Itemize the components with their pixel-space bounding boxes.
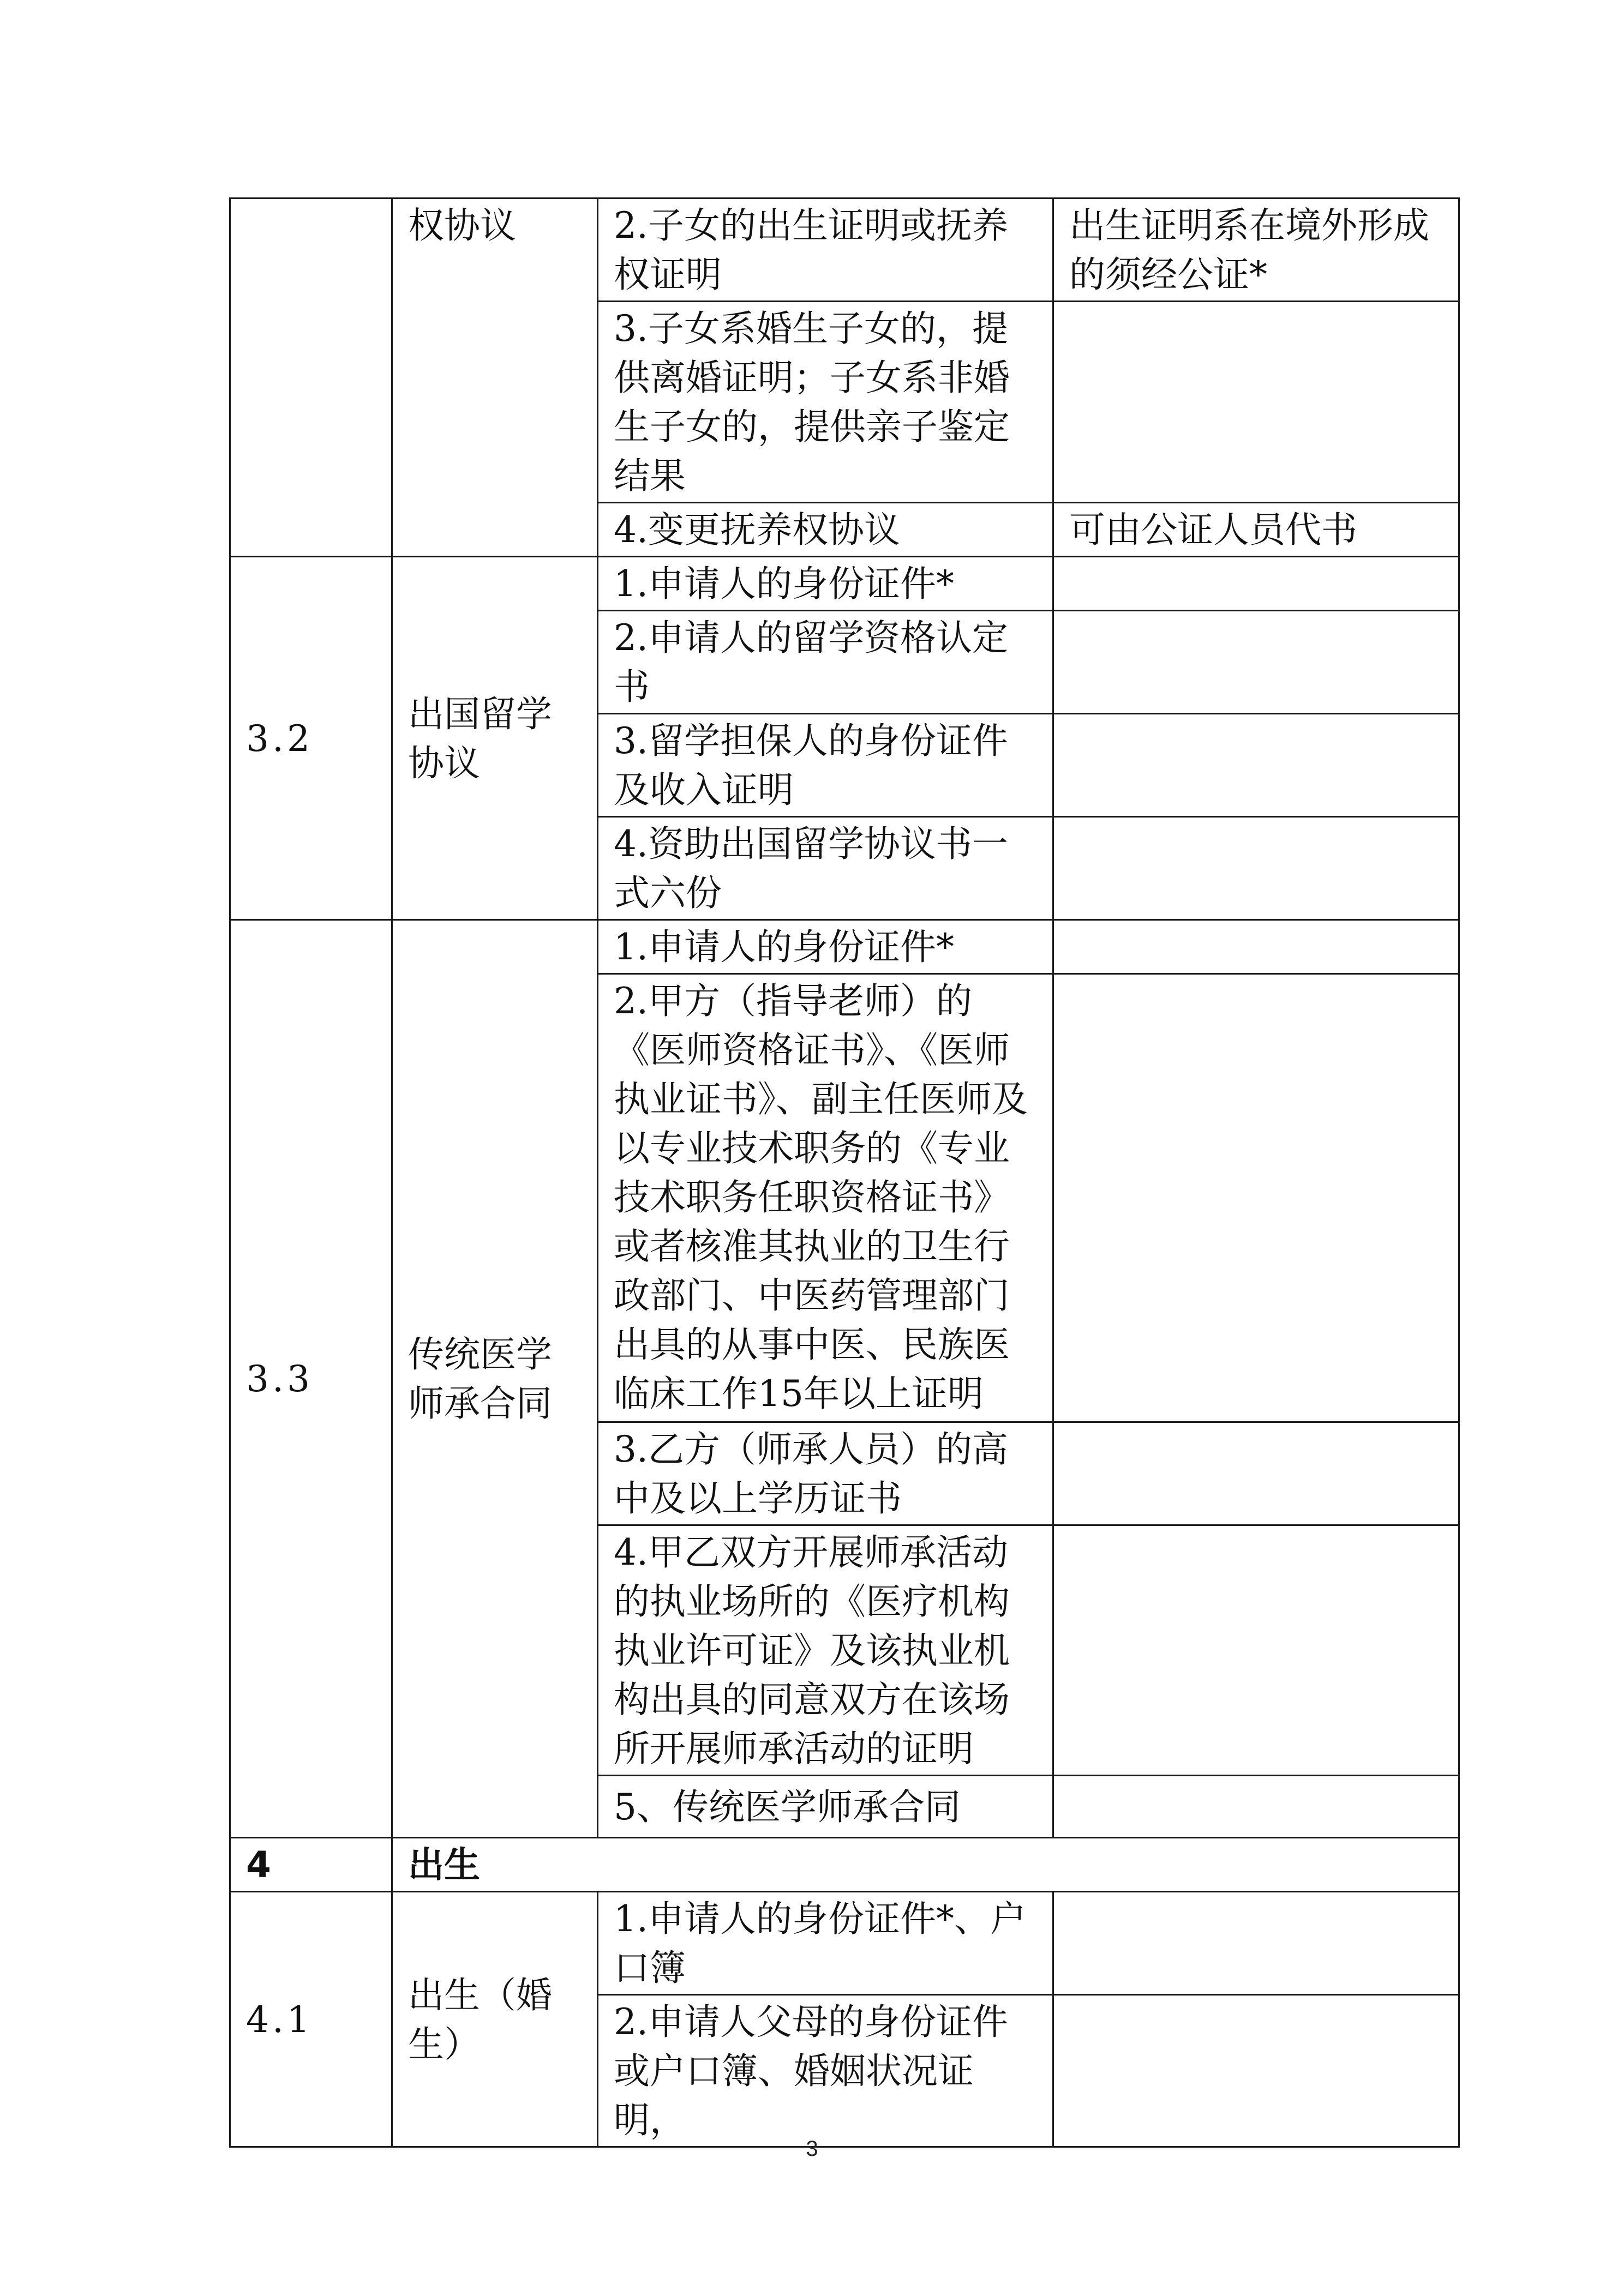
note-cell <box>1053 817 1459 920</box>
material-cell: 3.乙方（师承人员）的高中及以上学历证书 <box>598 1422 1053 1525</box>
item-name-cell: 权协议 <box>392 199 598 557</box>
note-cell <box>1053 302 1459 503</box>
note-cell <box>1053 714 1459 817</box>
note-cell <box>1053 1892 1459 1995</box>
number-cell: 4.1 <box>230 1892 392 2147</box>
note-cell <box>1053 557 1459 611</box>
number-cell: 3.2 <box>230 557 392 920</box>
table-row <box>230 920 1459 974</box>
table-row <box>230 199 1459 302</box>
page-number: 3 <box>806 2137 818 2161</box>
material-cell: 2.甲方（指导老师）的《医师资格证书》、《医师执业证书》、副主任医师及以专业技术职务的《专业技术职务任职资格证书》或者核准其执业的卫生行政部门、中医药管理部门出具的从事中医、民族医临床工作15年以上证明 <box>598 974 1053 1422</box>
section-number: 4 <box>230 1838 392 1892</box>
note-cell <box>1053 1422 1459 1525</box>
material-cell: 1.申请人的身份证件* <box>598 920 1053 974</box>
section-title: 出生 <box>392 1838 1459 1892</box>
material-cell: 3.留学担保人的身份证件及收入证明 <box>598 714 1053 817</box>
table-row <box>230 557 1459 611</box>
material-cell: 4.变更抚养权协议 <box>598 503 1053 557</box>
material-cell: 2.申请人的留学资格认定书 <box>598 611 1053 714</box>
note-cell <box>1053 974 1459 1422</box>
number-cell <box>230 199 392 557</box>
item-name-cell: 出生（婚生） <box>392 1892 598 2147</box>
section-header-row <box>230 1838 1459 1892</box>
note-cell <box>1053 920 1459 974</box>
note-cell: 出生证明系在境外形成的须经公证* <box>1053 199 1459 302</box>
note-cell <box>1053 611 1459 714</box>
note-cell <box>1053 1995 1459 2147</box>
note-cell <box>1053 1525 1459 1776</box>
material-cell: 1.申请人的身份证件*、户口簿 <box>598 1892 1053 1995</box>
table-row <box>230 1892 1459 1995</box>
material-cell: 1.申请人的身份证件* <box>598 557 1053 611</box>
item-name-cell: 出国留学协议 <box>392 557 598 920</box>
number-cell: 3.3 <box>230 920 392 1838</box>
material-cell: 4.甲乙双方开展师承活动的执业场所的《医疗机构执业许可证》及该执业机构出具的同意双方在该场所开展师承活动的证明 <box>598 1525 1053 1776</box>
note-cell: 可由公证人员代书 <box>1053 503 1459 557</box>
material-cell: 5、传统医学师承合同 <box>598 1776 1053 1838</box>
material-cell: 2.子女的出生证明或抚养权证明 <box>598 199 1053 302</box>
material-cell: 4.资助出国留学协议书一式六份 <box>598 817 1053 920</box>
material-cell: 2.申请人父母的身份证件或户口簿、婚姻状况证明， <box>598 1995 1053 2147</box>
material-cell: 3.子女系婚生子女的，提供离婚证明；子女系非婚生子女的，提供亲子鉴定结果 <box>598 302 1053 503</box>
note-cell <box>1053 1776 1459 1838</box>
item-name-cell: 传统医学师承合同 <box>392 920 598 1838</box>
requirements-table <box>229 197 1460 2148</box>
